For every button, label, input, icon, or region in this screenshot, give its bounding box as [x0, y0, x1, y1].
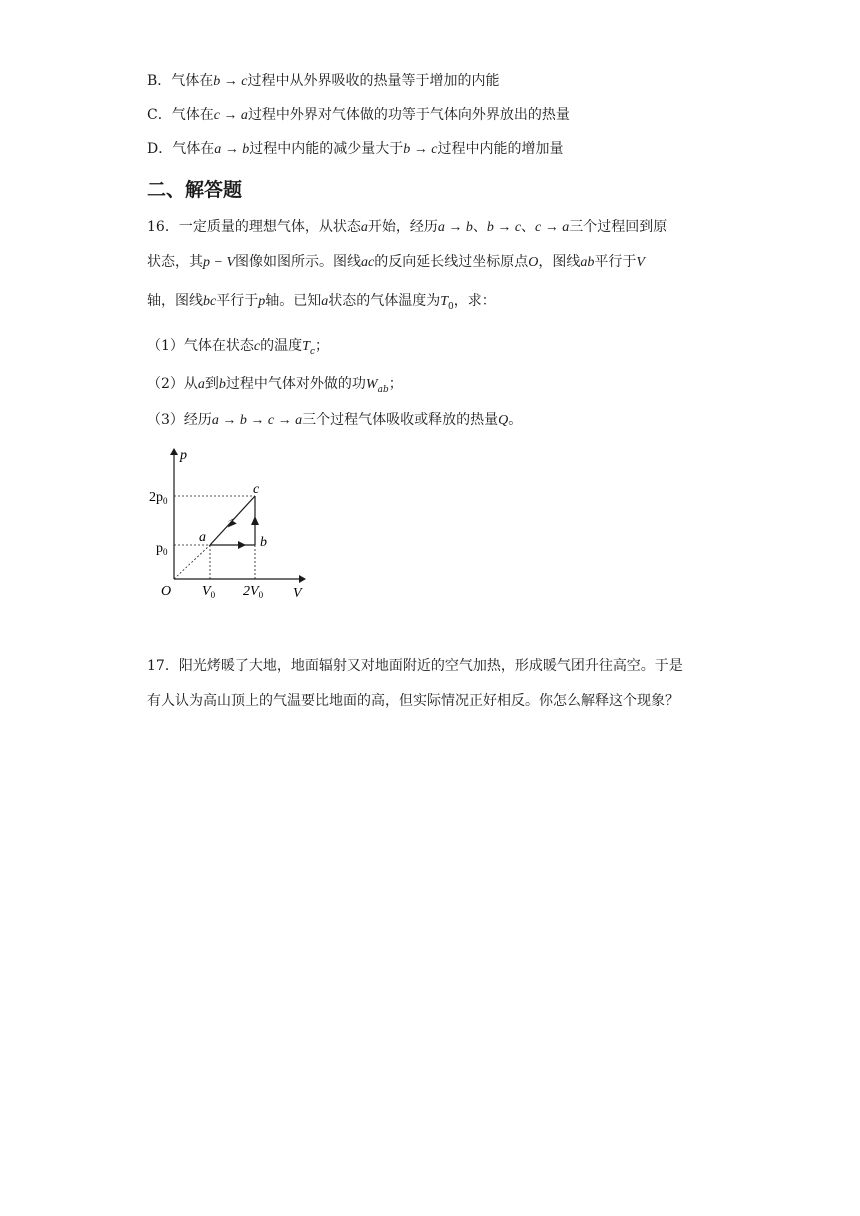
- label-p0: $p_0$: [156, 541, 168, 557]
- q17-line-1: 17．阳光烤暖了大地，地面辐射又对地面附近的空气加热，形成暖气团升往高空。于是: [147, 658, 683, 674]
- q17-line-2: 有人认为高山顶上的气温要比地面的高，但实际情况正好相反。你怎么解释这个现象？: [147, 693, 679, 709]
- label-v0: $V_0$: [202, 584, 216, 600]
- q16-line-2: 状态，其p − V图像如图所示。图线ac的反向延长线过坐标原点O，图线ab平行于V: [147, 254, 645, 270]
- label-axis-p: p: [180, 448, 187, 463]
- extension-line: [174, 545, 210, 579]
- section-heading: 二、解答题: [147, 179, 243, 201]
- pv-diagram: [147, 445, 312, 605]
- q16-line-3: 轴，图线bc平行于p轴。已知a状态的气体温度为$T_0$，求：: [147, 293, 496, 312]
- label-point-b: b: [260, 535, 267, 550]
- label-origin: O: [161, 584, 172, 599]
- label-point-c: c: [253, 482, 260, 497]
- option-c: C．气体在c → a过程中外界对气体做的功等于气体向外界放出的热量: [147, 107, 570, 123]
- label-axis-v: V: [293, 586, 302, 601]
- process-ca: [210, 496, 255, 545]
- q16-subquestion-3: （3）经历a → b → c → a三个过程气体吸收或释放的热量Q。: [147, 412, 523, 428]
- option-d: D．气体在a → b过程中内能的减少量大于b → c过程中内能的增加量: [147, 141, 564, 157]
- label-point-a: a: [199, 530, 206, 545]
- option-b: B．气体在b → c过程中从外界吸收的热量等于增加的内能: [147, 73, 500, 89]
- q16-subquestion-1: （1）气体在状态c的温度$T_c$；: [147, 338, 329, 357]
- q16-subquestion-2: （2）从a到b过程中气体对外做的功$W_{ab}$；: [147, 376, 403, 395]
- arrow-bc: [251, 516, 259, 525]
- arrow-ab: [238, 541, 246, 549]
- pv-diagram-svg: [147, 445, 312, 605]
- label-2v0: $2V_0$: [243, 584, 264, 600]
- label-2p0: $2p_0$: [149, 490, 168, 506]
- q16-line-1: 16．一定质量的理想气体，从状态a开始，经历a → b、b → c、c → a三个过程回到原: [147, 219, 668, 235]
